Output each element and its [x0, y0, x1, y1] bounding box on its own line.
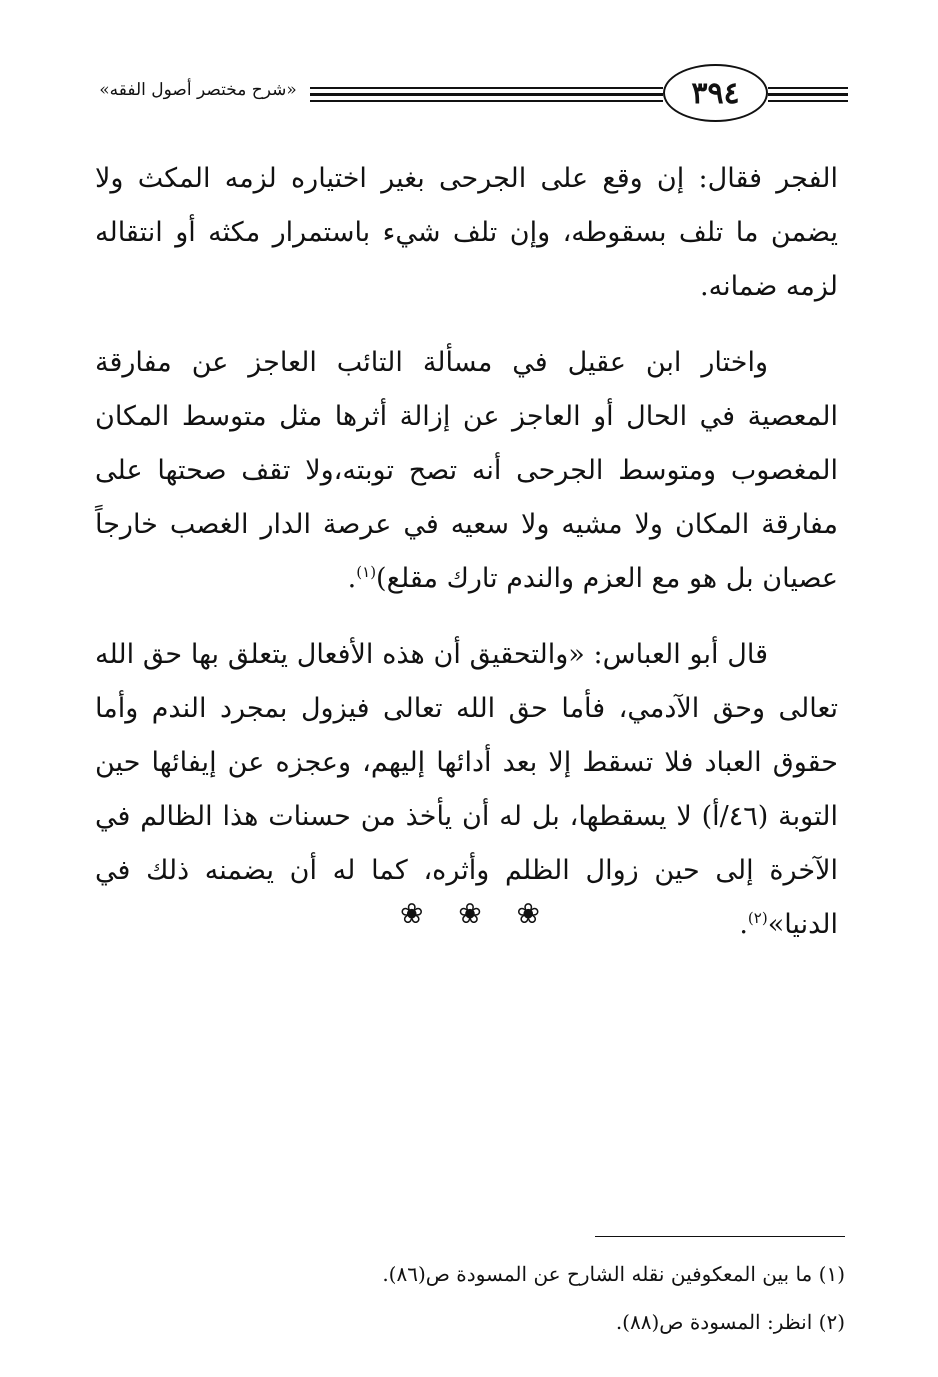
header-rule-left-top — [310, 87, 663, 89]
page-number-text: ٣٩٤ — [691, 75, 740, 111]
header-rule-right-top — [768, 87, 848, 89]
footnote-text: ما بين المعكوفين نقله الشارح عن المسودة ص(٨٦). — [382, 1262, 813, 1286]
footnote-number: (٢) — [818, 1310, 845, 1334]
main-text — [95, 152, 838, 974]
footnote-text: انظر: المسودة ص(٨٨). — [615, 1310, 813, 1334]
footnote-ref-2: (٢) — [747, 909, 768, 927]
header-rule-left-mid — [310, 93, 663, 96]
paragraph-3: قال أبو العباس: «والتحقيق أن هذه الأفعال يتعلق بها حق الله تعالى وحق الآدمي، فأما حق الله تعالى فيزول بمجرد الندم وأما حقوق العباد فلا تسقط إلا بعد أدائها إليهم، وعجزه عن إيفائها حين التوبة (٤٦/أ) لا يسقطها، بل له أن يأخذ من حسنات هذا الظالم في الآخرة إلى حين زوال الظلم وأثره، كما له أن يضمنه ذلك في الدنيا»$^{(٢)}$. — [95, 639, 838, 940]
header-rule-right-bottom — [768, 100, 848, 102]
footnote-separator — [595, 1236, 845, 1237]
footnote-number: (١) — [818, 1262, 845, 1286]
header-rule-right-mid — [768, 93, 848, 96]
section-end-ornaments — [400, 893, 540, 933]
flower-ornament-icon: ❀ — [458, 896, 482, 930]
header-rule-left-bottom — [310, 100, 663, 102]
running-title: «شرح مختصر أصول الفقه» — [99, 80, 297, 100]
footnote-ref-1: (١) — [356, 563, 377, 581]
paragraph-2: واختار ابن عقيل في مسألة التائب العاجز عن مفارقة المعصية في الحال أو العاجز عن إزالة أثرها مثل متوسط المكان المغصوب ومتوسط الجرحى أنه تصح توبته،ولا تقف صحتها على مفارقة المكان ولا مشيه ولا سعيه في عرصة الدار الغصب خارجاً عصيان بل هو مع العزم والندم تارك مقلع)$^{(١)}$. — [95, 347, 838, 594]
flower-ornament-icon: ❀ — [400, 896, 424, 930]
footnotes — [95, 1250, 845, 1346]
page-header — [88, 60, 848, 130]
paragraph-1: الفجر فقال: إن وقع على الجرحى بغير اختياره لزمه المكث ولا يضمن ما تلف بسقوطه، وإن تلف شيء باستمرار مكثه أو انتقاله لزمه ضمانه. — [95, 163, 838, 302]
footnote-1 — [95, 1250, 845, 1298]
flower-ornament-icon: ❀ — [516, 896, 540, 930]
footnote-2 — [95, 1298, 845, 1346]
page-number — [663, 64, 768, 122]
